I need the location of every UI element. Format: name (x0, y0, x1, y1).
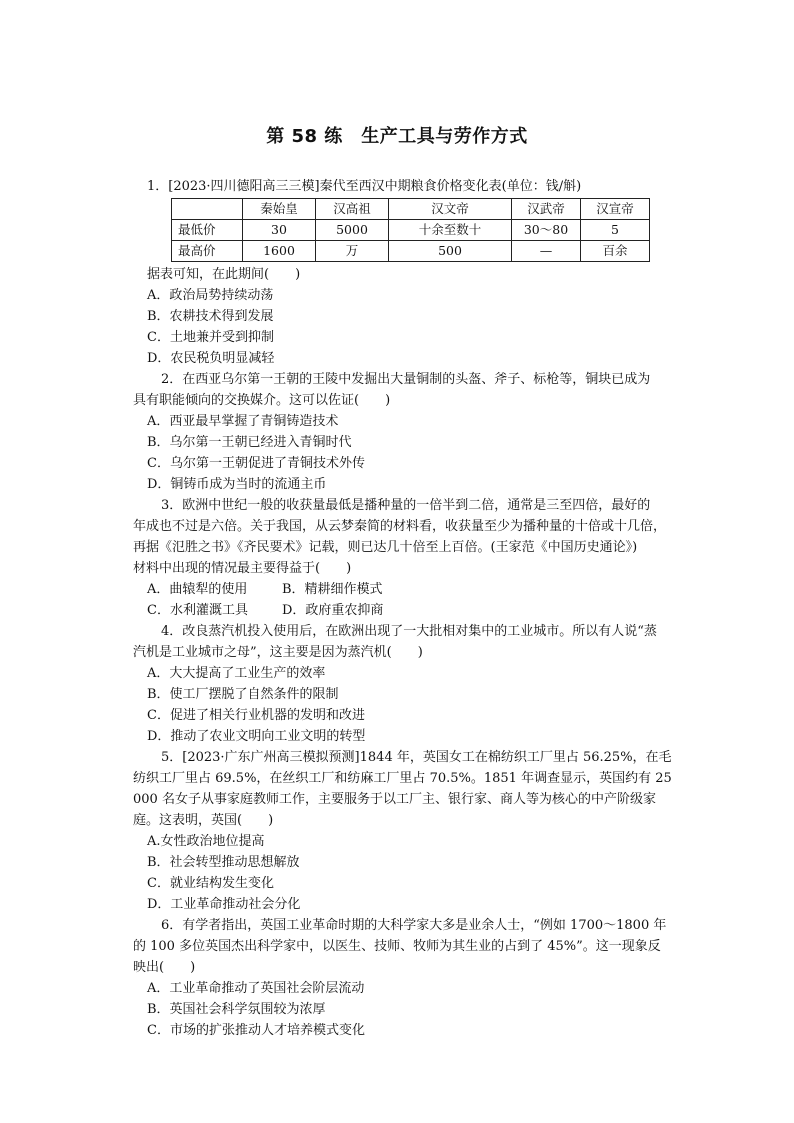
option-c[interactable]: C．水利灌溉工具 (147, 603, 248, 618)
table-row (172, 220, 650, 241)
table-cell: 汉文帝 (389, 199, 512, 220)
table-cell: 汉宣帝 (581, 199, 650, 220)
table-cell: 5000 (316, 220, 389, 241)
table-cell: 500 (389, 241, 512, 262)
option-b[interactable]: B．乌尔第一王朝已经进入青铜时代 (147, 435, 352, 450)
question-stem: 000 名女子从事家庭教师工作，主要服务于以工厂主、银行家、商人等为核心的中产阶级家 (133, 792, 656, 807)
table-cell: 秦始皇 (243, 199, 316, 220)
question-stem: 的 100 多位英国杰出科学家中，以医生、技师、牧师为其生业的占到了 45%”。这一现象反 (133, 939, 661, 954)
table-header-row (172, 199, 650, 220)
table-row (172, 241, 650, 262)
table-cell: 最低价 (172, 220, 243, 241)
question-stem: 2．在西亚乌尔第一王朝的王陵中发掘出大量铜制的头盔、斧子、标枪等，铜块已成为 (161, 372, 651, 387)
option-d[interactable]: D．工业革命推动社会分化 (147, 897, 301, 912)
option-c[interactable]: C．促进了相关行业机器的发明和改进 (147, 708, 365, 723)
table-cell: — (512, 241, 581, 262)
question-stem: 6．有学者指出，英国工业革命时期的大科学家大多是业余人士，“例如 1700～1800 年 (161, 918, 667, 933)
option-c[interactable]: C．就业结构发生变化 (147, 876, 274, 891)
question-stem: 4．改良蒸汽机投入使用后，在欧洲出现了一大批相对集中的工业城市。所以有人说“蒸 (161, 624, 657, 639)
question-stem: 1．[2023·四川德阳高三三模]秦代至西汉中期粮食价格变化表(单位：钱/斛) (147, 179, 582, 194)
option-d[interactable]: D．铜铸币成为当时的流通主币 (147, 477, 327, 492)
question-prompt: 据表可知，在此期间( ) (147, 267, 301, 282)
option-d[interactable]: D．推动了农业文明向工业文明的转型 (147, 729, 366, 744)
option-b[interactable]: B．英国社会科学氛围较为浓厚 (147, 1002, 326, 1017)
question-stem: 3．欧洲中世纪一般的收获量最低是播种量的一倍半到二倍，通常是三至四倍，最好的 (161, 498, 651, 513)
option-row (147, 579, 671, 600)
option-a[interactable]: A．工业革命推动了英国社会阶层流动 (147, 981, 365, 996)
question-2 (133, 369, 671, 495)
option-b[interactable]: B．使工厂摆脱了自然条件的限制 (147, 687, 339, 702)
table-cell: 汉武帝 (512, 199, 581, 220)
table-cell: 十余至数十 (389, 220, 512, 241)
option-c[interactable]: C．市场的扩张推动人才培养模式变化 (147, 1023, 365, 1038)
question-stem: 汽机是工业城市之母”，这主要是因为蒸汽机( ) (133, 645, 423, 660)
page-title: 第 58 练 生产工具与劳作方式 (266, 126, 528, 147)
question-1 (147, 176, 671, 369)
question-6 (133, 915, 671, 1041)
table-cell: 5 (581, 220, 650, 241)
table-cell: 30～80 (512, 220, 581, 241)
question-stem: 具有职能倾向的交换媒介。这可以佐证( ) (133, 393, 391, 408)
option-a[interactable]: A．曲辕犁的使用 (147, 582, 248, 597)
table-cell: 最高价 (172, 241, 243, 262)
option-d[interactable]: D．政府重农抑商 (282, 603, 384, 618)
option-c[interactable]: C．土地兼并受到抑制 (147, 330, 274, 345)
option-b[interactable]: B．农耕技术得到发展 (147, 309, 274, 324)
question-stem: 纺织工厂里占 69.5%，在丝织工厂和纺麻工厂里占 70.5%。1851 年调查显示，英国约有 25 (133, 771, 672, 786)
question-stem: 材料中出现的情况最主要得益于( ) (133, 561, 352, 576)
grain-price-table (171, 198, 650, 262)
table-cell: 30 (243, 220, 316, 241)
option-a[interactable]: A．大大提高了工业生产的效率 (147, 666, 326, 681)
question-stem: 映出( ) (133, 960, 196, 975)
option-a[interactable]: A.女性政治地位提高 (147, 834, 265, 849)
option-b[interactable]: B．社会转型推动思想解放 (147, 855, 300, 870)
option-d[interactable]: D．农民税负明显减轻 (147, 351, 275, 366)
question-stem: 年成也不过是六倍。关于我国，从云梦秦简的材料看，收获量至少为播种量的十倍或十几倍， (133, 519, 667, 534)
table-cell (172, 199, 243, 220)
question-5 (133, 747, 672, 915)
question-stem: 再据《氾胜之书》《齐民要术》记载，则已达几十倍至上百倍。(王家范《中国历史通论》) (133, 540, 638, 555)
table-cell: 百余 (581, 241, 650, 262)
table-cell: 汉高祖 (316, 199, 389, 220)
question-stem: 5．[2023·广东广州高三模拟预测]1844 年，英国女工在棉纺织工厂里占 56.25%，在毛 (161, 750, 672, 765)
option-a[interactable]: A．西亚最早掌握了青铜铸造技术 (147, 414, 339, 429)
question-4 (133, 621, 671, 747)
question-stem: 庭。这表明，英国( ) (133, 813, 274, 828)
option-b[interactable]: B．精耕细作模式 (282, 582, 383, 597)
option-a[interactable]: A．政治局势持续动荡 (147, 288, 274, 303)
table-cell: 1600 (243, 241, 316, 262)
option-c[interactable]: C．乌尔第一王朝促进了青铜技术外传 (147, 456, 365, 471)
option-row (147, 600, 671, 621)
question-3 (133, 495, 671, 621)
table-cell: 万 (316, 241, 389, 262)
question-list (133, 176, 672, 1041)
